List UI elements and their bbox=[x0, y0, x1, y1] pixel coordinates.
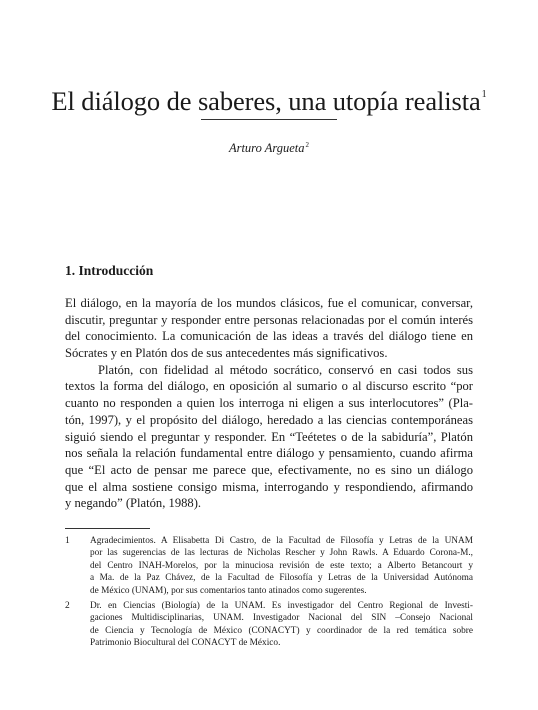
body-line: Sócrates y en Platón dos de sus antecedentes más significativos. bbox=[65, 346, 388, 361]
title-text: El diálogo de saberes, una utopía realista bbox=[51, 86, 481, 116]
footnote-line: Dr. en Ciencias (Biología) de la UNAM. Es investigador del Centro Regional de Investi- bbox=[90, 600, 473, 611]
body-line: y negando” (Platón, 1988). bbox=[65, 496, 202, 511]
footnotes bbox=[65, 535, 473, 653]
body-line: discutir, preguntar y responder entre personas relacionadas por el común interés bbox=[65, 312, 473, 327]
title-footnote-ref[interactable]: 1 bbox=[481, 89, 487, 100]
footnote-line: gaciones Multidisciplinarias, UNAM. Investigador Nacional del SIN –Consejo Nacional bbox=[90, 613, 473, 624]
footnote-line: de México (UNAM), por sus comentarios tanto atinados como sugerentes. bbox=[90, 585, 367, 596]
author-line bbox=[0, 137, 538, 156]
body-line: que el alma sostiene consigo misma, interrogando y respondiendo, afirmando bbox=[65, 479, 473, 494]
body-line: del conocimiento. La comunicación de las ideas a través del diálogo tiene en bbox=[65, 329, 473, 344]
footnote-line: Agradecimientos. A Elisabetta Di Castro, de la Facultad de Filosofía y Letras de la UNAM bbox=[90, 536, 473, 546]
paper-title bbox=[0, 79, 538, 117]
title-underline-rule bbox=[201, 119, 337, 120]
author-footnote-ref[interactable]: 2 bbox=[305, 141, 310, 149]
author-name: Arturo Argueta bbox=[228, 141, 305, 155]
footnote-separator bbox=[65, 528, 150, 529]
footnote-line: de Ciencia y Tecnología de México (CONACYT) y coordinador de la red temática sobre bbox=[90, 625, 473, 636]
footnote-line: Patrimonio Biocultural del CONACYT de México. bbox=[90, 638, 281, 649]
body-line: tón, 1997), y el propósito del diálogo, heredado a las ciencias contemporáneas bbox=[65, 412, 473, 427]
body-line: siguió siendo el preguntar y responder. En “Teétetes o de la sabiduría”, Platón bbox=[65, 429, 473, 444]
footnote-2 bbox=[65, 600, 473, 650]
footnote-1 bbox=[65, 535, 473, 597]
body-line: Platón, con fidelidad al método socrático, conservó en casi todos sus bbox=[98, 362, 473, 377]
footnote-line: por las sugerencias de las lecturas de Nicholas Rescher y John Rawls. A Eduardo Corona-M., bbox=[90, 548, 473, 559]
body-line: cuanto no responden a quien los interroga ni eligen a sus interlocutores” (Pla- bbox=[65, 396, 473, 411]
footnote-number: 1 bbox=[65, 536, 70, 546]
footnote-line: a Ma. de la Paz Chávez, de la Facultad de Filosofía y Letras de la Universidad Autónoma bbox=[90, 573, 473, 584]
body-line: El diálogo, en la mayoría de los mundos clásicos, fue el comunicar, conversar, bbox=[65, 296, 473, 310]
body-line: nos señala la relación fundamental entre diálogo y pensamiento, cuando afirma bbox=[65, 446, 473, 461]
section-heading: 1. Introducción bbox=[65, 263, 154, 278]
body-line: textos la forma del diálogo, en oposición al sumario o al discurso escrito “por bbox=[65, 379, 473, 394]
body-line: que “El acto de pensar me parece que, efectivamente, no es sino un diálogo bbox=[65, 462, 473, 477]
footnote-line: del Centro INAH-Morelos, por la minuciosa revisión de este texto; a Alberto Betancourt y bbox=[90, 560, 473, 571]
footnote-number: 2 bbox=[65, 600, 70, 611]
body-text bbox=[65, 295, 473, 512]
